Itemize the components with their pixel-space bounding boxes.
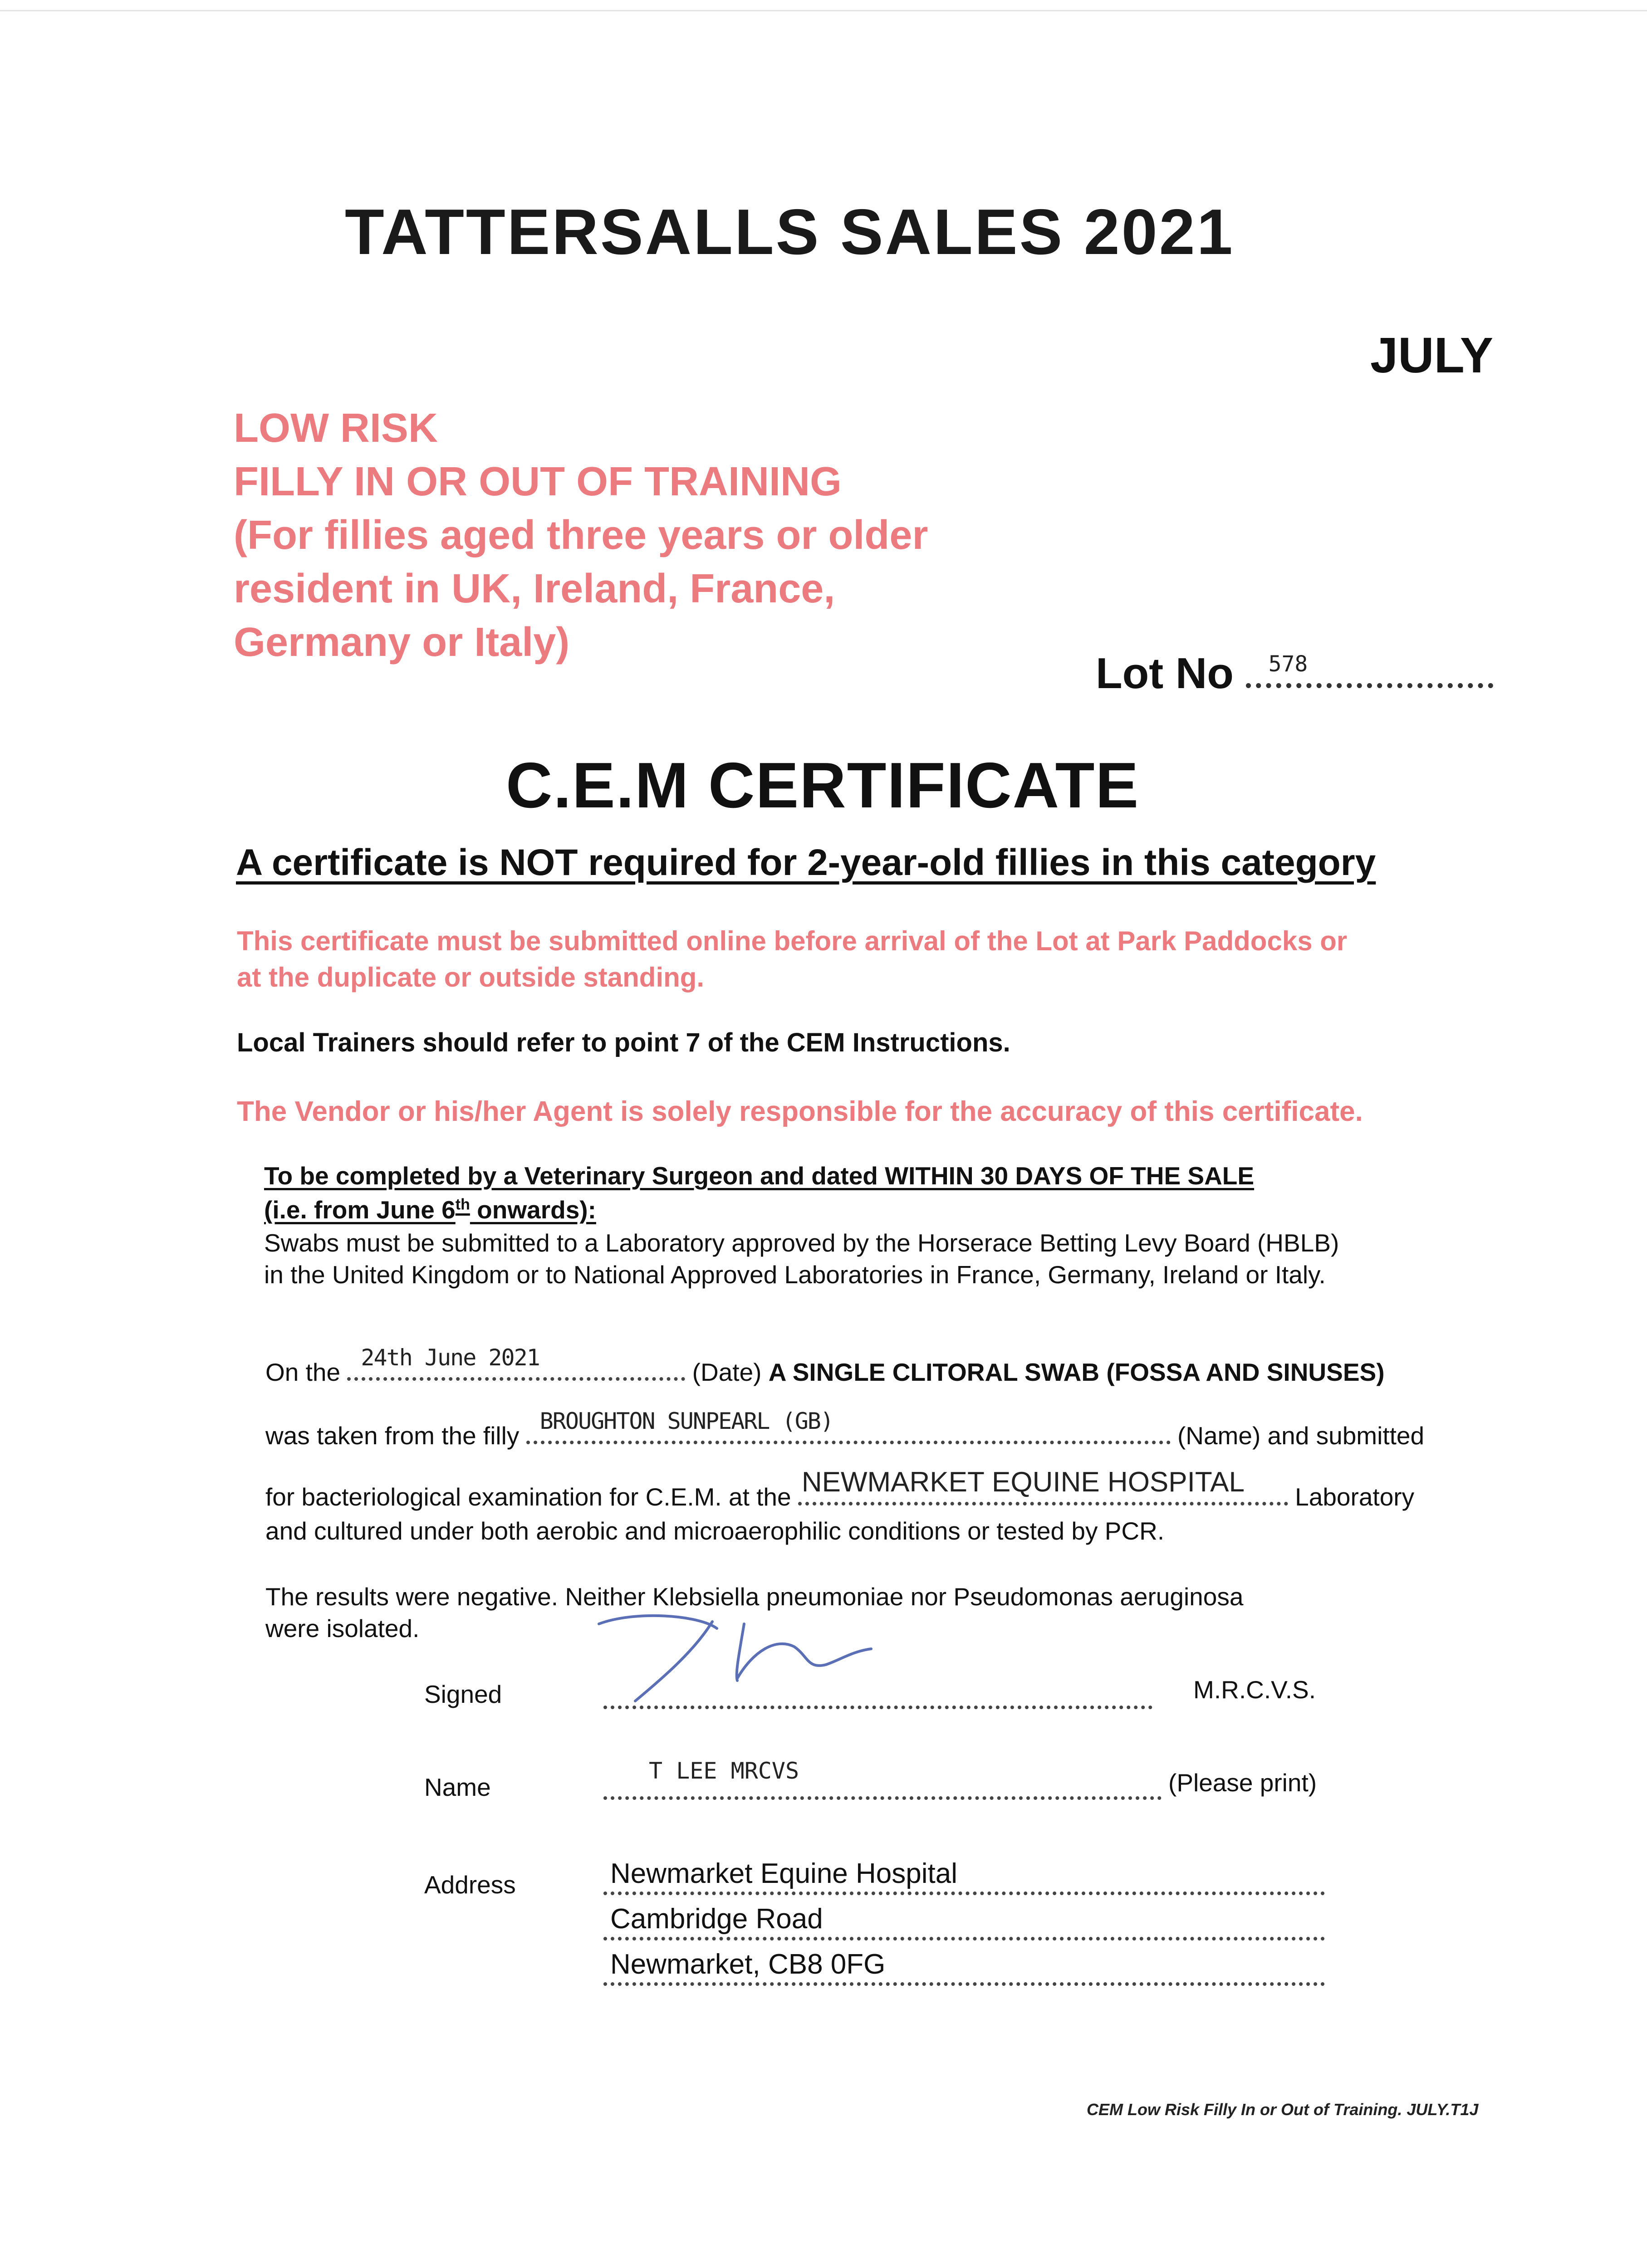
name-label: Name [424, 1773, 491, 1801]
submit-notice-line-2: at the duplicate or outside standing. [237, 962, 705, 992]
certificate-title: C.E.M CERTIFICATE [506, 749, 1140, 821]
address-line-1: Newmarket Equine Hospital [610, 1858, 958, 1889]
mrcvs-label: M.R.C.V.S. [1193, 1676, 1316, 1704]
address-dotted-line-3 [603, 1982, 1325, 1986]
address-dotted-line-2 [603, 1937, 1325, 1941]
completion-heading: To be completed by a Veterinary Surgeon and dated WITHIN 30 DAYS OF THE SALE [264, 1162, 1255, 1190]
signed-dotted-line [603, 1706, 1152, 1709]
cultured-text: and cultured under both aerobic and microaerophilic conditions or tested by PCR. [265, 1517, 1165, 1545]
submit-notice [237, 923, 1347, 996]
completion-range-prefix: (i.e. from June 6 [264, 1196, 456, 1224]
address-line-2: Cambridge Road [610, 1903, 823, 1935]
completion-range-suffix: onwards): [470, 1196, 596, 1224]
swabs-line-2: in the United Kingdom or to National Approved Laboratories in France, Germany, Ireland or Italy. [264, 1261, 1326, 1289]
completion-date-range [264, 1195, 596, 1224]
address-label: Address [424, 1871, 516, 1899]
results-line-1: The results were negative. Neither Klebsiella pneumoniae nor Pseudomonas aeruginosa [265, 1583, 1244, 1611]
date-value: 24th June 2021 [361, 1344, 539, 1371]
on-the-label: On the [265, 1358, 341, 1386]
please-print-label: (Please print) [1168, 1769, 1317, 1797]
date-label: (Date) [692, 1358, 762, 1386]
vendor-notice: The Vendor or his/her Agent is solely responsible for the accuracy of this certificate. [237, 1096, 1363, 1127]
filly-name-suffix: (Name) and submitted [1177, 1422, 1425, 1450]
category-line-1: LOW RISK [234, 406, 438, 451]
form-reference: CEM Low Risk Filly In or Out of Training. JULY.T1J [1087, 2100, 1479, 2119]
lab-suffix: Laboratory [1295, 1483, 1415, 1511]
lab-field [798, 1466, 1288, 1505]
not-required-notice: A certificate is NOT required for 2-year-old fillies in this category [236, 842, 1376, 883]
filly-row [265, 1408, 1425, 1452]
swabs-text [264, 1227, 1339, 1290]
category-line-5: Germany or Italy) [234, 620, 570, 665]
lot-dotted-line [1246, 651, 1493, 688]
taken-from-label: was taken from the filly [265, 1422, 520, 1450]
completion-range-sup: th [455, 1196, 470, 1213]
top-border [0, 10, 1647, 11]
sale-month: JULY [1370, 327, 1494, 383]
filly-name-value: BROUGHTON SUNPEARL (GB) [539, 1408, 833, 1434]
lab-value: NEWMARKET EQUINE HOSPITAL [801, 1466, 1245, 1498]
filly-name-field [526, 1408, 1171, 1444]
signed-label: Signed [424, 1680, 502, 1708]
document-title: TATTERSALLS SALES 2021 [345, 196, 1235, 268]
lot-number-field [1096, 649, 1493, 699]
vet-signature-graphic [581, 1597, 907, 1715]
address-dotted-line-1 [603, 1892, 1325, 1895]
category-line-4: resident in UK, Ireland, France, [234, 566, 835, 611]
name-dotted-line [603, 1796, 1162, 1800]
exam-prefix: for bacteriological examination for C.E.M. at the [265, 1483, 791, 1511]
swabs-line-1: Swabs must be submitted to a Laboratory approved by the Horserace Betting Levy Board (HBLB) [264, 1229, 1339, 1257]
address-line-3: Newmarket, CB8 0FG [610, 1949, 886, 1980]
lab-row [265, 1466, 1415, 1513]
date-field [347, 1344, 685, 1381]
submit-notice-line-1: This certificate must be submitted online before arrival of the Lot at Park Paddocks or [237, 926, 1348, 956]
date-row [265, 1344, 1385, 1388]
category-line-2: FILLY IN OR OUT OF TRAINING [234, 459, 842, 504]
trainers-notice: Local Trainers should refer to point 7 of the CEM Instructions. [237, 1028, 1010, 1057]
category-line-3: (For fillies aged three years or older [234, 513, 928, 558]
lot-label: Lot No [1096, 649, 1234, 698]
vet-name-value: T LEE MRCVS [649, 1758, 799, 1784]
lot-value: 578 [1268, 651, 1308, 677]
swab-description: A SINGLE CLITORAL SWAB (FOSSA AND SINUSES) [768, 1358, 1385, 1386]
results-line-2: were isolated. [265, 1614, 420, 1642]
